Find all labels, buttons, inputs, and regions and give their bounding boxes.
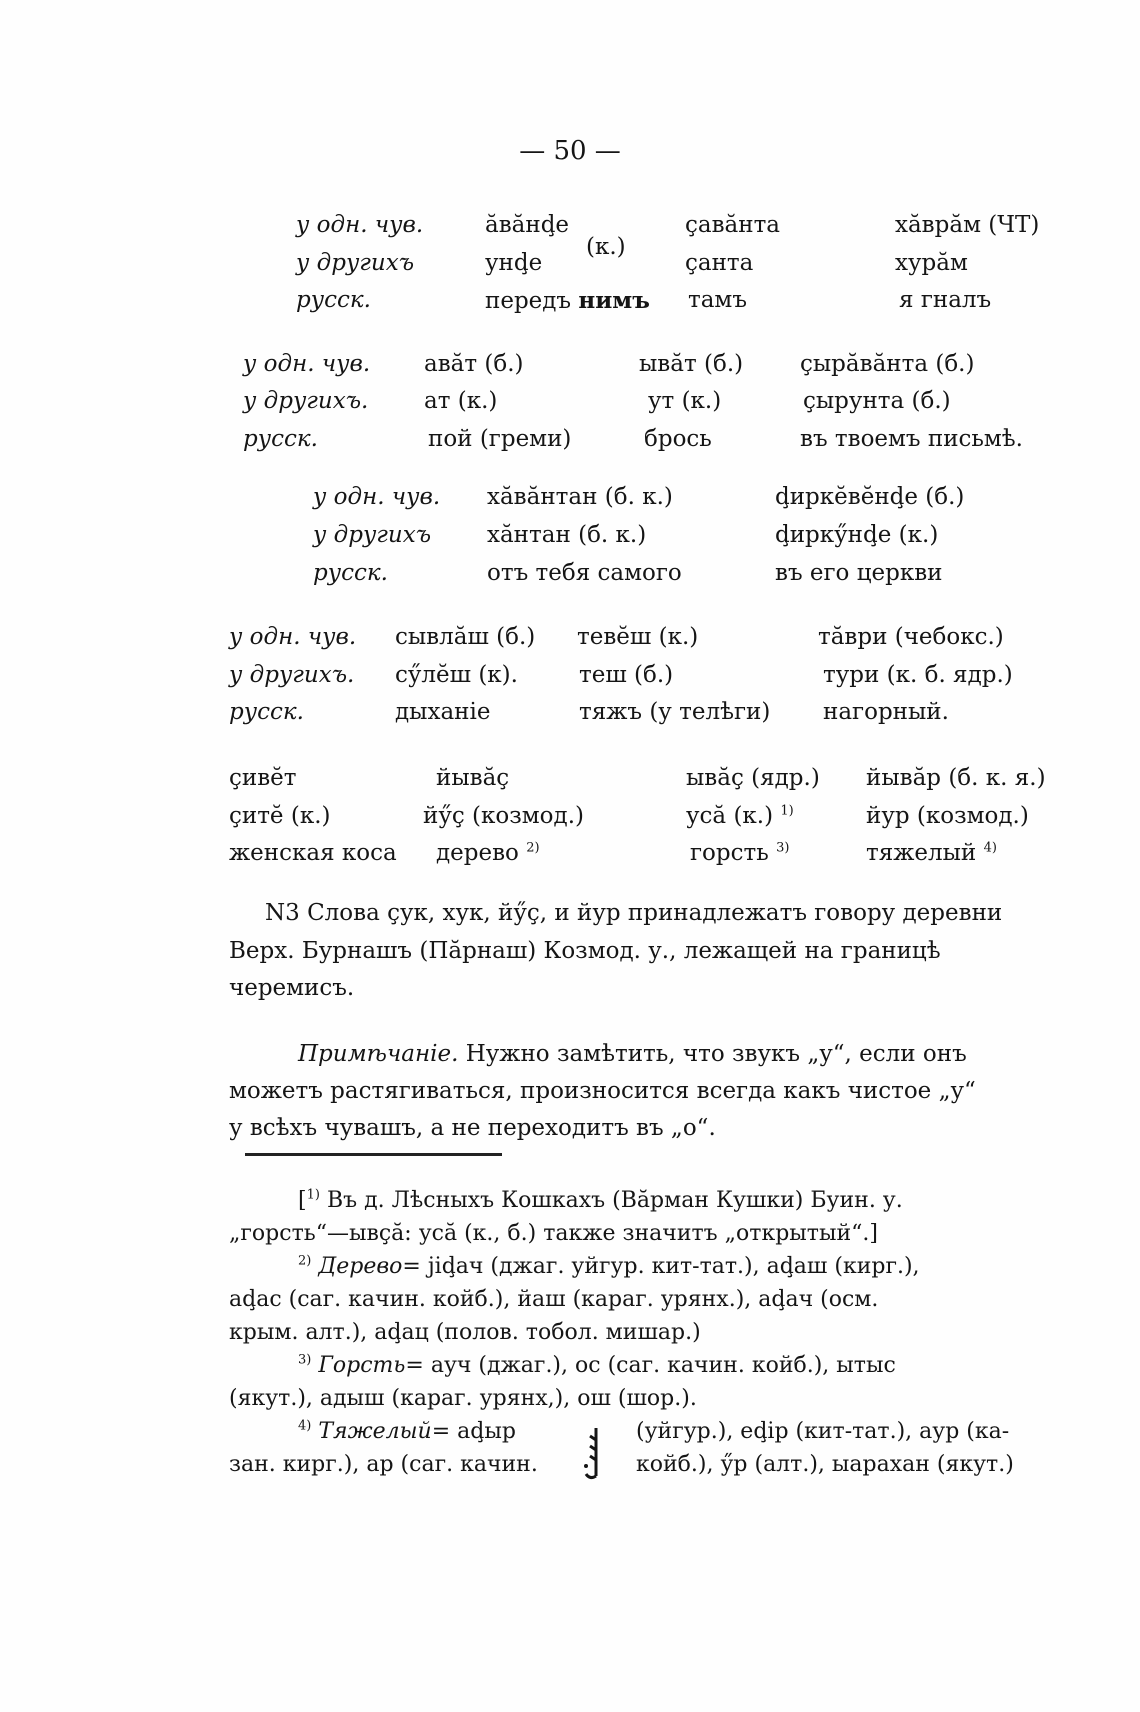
paragraph-line: можетъ растягиваться, произносится всегда какъ чистое „у“ [229,1078,976,1104]
footnote-marker: 3) [298,1352,312,1368]
label-odn-chuv: у одн. чув. [313,484,441,510]
label-russk: русск. [229,699,304,725]
paragraph-line: Верх. Бурнашъ (Пăрнаш) Козмод. у., лежащей на границѣ [229,938,941,964]
word-cell: çырăвăнта (б.) [800,351,975,377]
paragraph-line: у всѣхъ чувашъ, а не переходитъ въ „о“. [229,1115,716,1141]
word-cell: я гналъ [899,287,992,313]
word-cell: сывлăш (б.) [395,624,536,650]
word-cell: въ его церкви [775,560,943,586]
label-russk: русск. [243,426,318,452]
page-number: — 50 — [519,136,621,166]
label-drugikh: у другихъ [313,522,432,548]
word-cell: ăвăнḑe [485,212,570,238]
footnote-line: [$^{1)}$ Въ д. Лѣсныхъ Кошкахъ (Вăрман Кушки) Буин. у. [298,1187,903,1213]
footnote-ref: 2) [526,840,540,856]
word-cell: тяжъ (у телѣги) [579,699,771,725]
word-cell: йывăр (б. к. я.) [866,765,1046,791]
word-cell: авăт (б.) [424,351,524,377]
word-cell: ḑиркĕвĕнḑе (б.) [775,484,965,510]
footnote-term: Дерево [318,1254,403,1279]
word-cell: ут (к.) [648,388,722,414]
word-cell: çанта [685,250,754,276]
label-drugikh: у другихъ. [229,662,355,688]
footnote-marker: 2) [298,1253,312,1269]
footnote-ref: 4) [983,840,997,856]
label-odn-chuv: у одн. чув. [243,351,371,377]
footnote-ref: 1) [780,803,794,819]
word-cell: горсть $^{3)}$ [690,840,790,866]
word-cell: ывăт (б.) [639,351,744,377]
word-cell: въ твоемъ письмѣ. [800,426,1023,452]
word-cell: унḑе [485,250,543,276]
word-cell: передъ нимъ [485,287,650,314]
word-cell: хăврăм (ЧТ) [895,212,1040,238]
word-cell: пой (греми) [428,426,572,452]
label-russk: русск. [313,560,388,586]
footnote-line: $^{4)}$ Тяжелый= аḑыр [298,1418,516,1444]
word-cell: хăнтан (б. к.) [487,522,647,548]
word-cell: йывăç [436,765,510,791]
word-cell: отъ тебя самого [487,560,682,586]
dialect-bracket: (к.) [586,234,626,260]
footnote-line: (якут.), адыш (караг. урянх,), ош (шор.). [229,1386,697,1411]
word-cell: йур (козмод.) [866,803,1029,829]
label-odn-chuv: у одн. чув. [296,212,424,238]
footnote-line: крым. алт.), аḑац (полов. тобол. мишар.) [229,1320,701,1345]
word-cell: хăвăнтан (б. к.) [487,484,673,510]
footnote-line: аḑас (саг. качин. койб.), йаш (караг. урянх.), аḑач (осм. [229,1287,879,1312]
label-russk: русск. [296,287,371,313]
label-odn-chuv: у одн. чув. [229,624,357,650]
footnote-divider [245,1153,502,1156]
footnote-marker: 1) [306,1187,320,1203]
word-cell: нагорный. [823,699,949,725]
footnote-line: $^{2)}$ Дерево= jiḑач (джаг. уйгур. кит-тат.), аḑаш (кирг.), [298,1253,920,1279]
paragraph-line: Примѣчаніе. Нужно замѣтить, что звукъ „у“, если онъ [298,1041,967,1067]
word-cell: çырунта (б.) [803,388,951,414]
word-cell: тяжелый $^{4)}$ [866,840,997,866]
note-title: Примѣчаніе. [298,1041,459,1067]
footnote-line: „горсть“—ывçă: усă (к., б.) также значитъ „открытый“.] [229,1221,878,1246]
word-cell: çитĕ (к.) [229,803,331,829]
word-cell: хурăм [895,250,968,276]
word-cell: тевĕш (к.) [577,624,699,650]
footnote-term: Тяжелый [318,1419,432,1444]
word-cell: дыханіе [395,699,491,725]
word-cell: брось [644,426,712,452]
word-cell: усă (к.) $^{1)}$ [686,803,794,829]
word-cell: сӳлĕш (к). [395,662,518,688]
word-cell: тăври (чебокс.) [818,624,1004,650]
word-cell: тури (к. б. ядр.) [823,662,1013,688]
word-cell: теш (б.) [579,662,674,688]
word-cell: ḑиркӳнḑе (к.) [775,522,939,548]
paragraph-line: черемисъ. [229,975,355,1001]
uighur-script-glyph [582,1426,604,1482]
footnote-term: Горсть [318,1353,406,1378]
word-cell: женская коса [229,840,397,866]
word-cell: çавăнта [685,212,781,238]
footnote-line: $^{3)}$ Горсть= ауч (джаг.), ос (саг. качин. койб.), ытыс [298,1352,896,1378]
word-cell: тамъ [688,287,747,313]
footnote-line: (уйгур.), еḑір (кит-тат.), аур (ка- [636,1419,1010,1444]
footnote-line: койб.), ӳр (алт.), ыарахан (якут.) [636,1452,1014,1477]
footnote-marker: 4) [298,1418,312,1434]
footnote-ref: 3) [776,840,790,856]
footnote-line: зан. кирг.), ар (саг. качин. [229,1452,538,1477]
word-cell: дерево $^{2)}$ [436,840,540,866]
paragraph-line: N3 Слова çук, хук, йӳç, и йур принадлежатъ говору деревни [265,900,1003,926]
word-cell: йӳç (козмод.) [423,803,584,829]
label-drugikh: у другихъ [296,250,415,276]
word-cell: çивĕт [229,765,297,791]
label-drugikh: у другихъ. [243,388,369,414]
word-cell: ат (к.) [424,388,498,414]
word-cell: ывăç (ядр.) [686,765,820,791]
